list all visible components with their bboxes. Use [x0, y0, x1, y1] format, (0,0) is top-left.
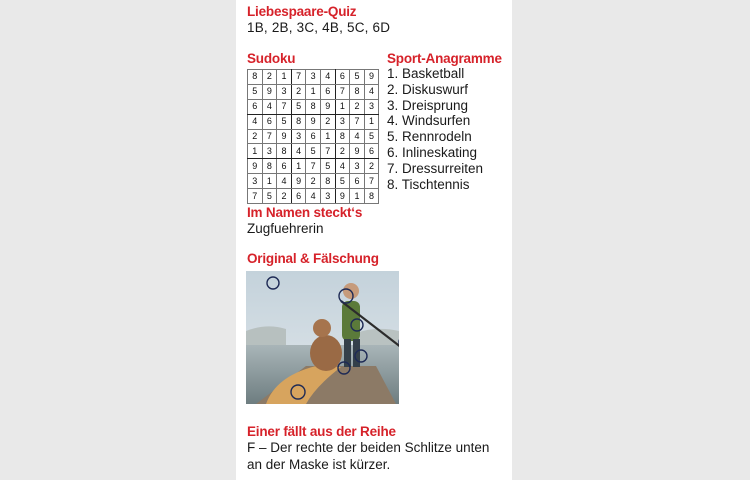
- sudoku-cell: 1: [335, 99, 350, 114]
- sudoku-cell: 3: [291, 129, 306, 144]
- sudoku-cell: 6: [306, 129, 321, 144]
- sudoku-cell: 7: [248, 189, 263, 204]
- sudoku-cell: 3: [335, 114, 350, 129]
- sudoku-row: [248, 114, 379, 129]
- list-item: 6. Inlineskating: [387, 144, 478, 160]
- sudoku-cell: 4: [262, 99, 277, 114]
- list-item: 8. Tischtennis: [387, 176, 470, 192]
- sudoku-cell: 5: [350, 70, 365, 85]
- sudoku-row: [248, 70, 379, 85]
- sudoku-cell: 4: [320, 70, 335, 85]
- sudoku-cell: 5: [320, 159, 335, 174]
- sudoku-cell: 1: [248, 144, 263, 159]
- paddleboard-photo: [246, 271, 399, 404]
- sudoku-title: Sudoku: [247, 51, 296, 66]
- sudoku-cell: 8: [306, 99, 321, 114]
- list-item: 2. Diskuswurf: [387, 81, 469, 97]
- anagram-list: [387, 66, 483, 192]
- sudoku-cell: 8: [335, 129, 350, 144]
- sudoku-cell: 2: [248, 129, 263, 144]
- sudoku-row: [248, 84, 379, 99]
- sudoku-cell: 5: [262, 189, 277, 204]
- sudoku-cell: 9: [306, 114, 321, 129]
- sudoku-cell: 5: [306, 144, 321, 159]
- list-item: 3. Dreisprung: [387, 97, 469, 113]
- sudoku-cell: 2: [306, 174, 321, 189]
- sudoku-cell: 3: [248, 174, 263, 189]
- sudoku-cell: 5: [277, 114, 292, 129]
- odd-one-answer: F – Der rechte der beiden Schlitze unten an der Maske ist kürzer.: [247, 440, 490, 472]
- sudoku-cell: 8: [350, 84, 365, 99]
- sudoku-cell: 1: [320, 129, 335, 144]
- sudoku-cell: 9: [262, 84, 277, 99]
- list-item: 1. Basketball: [387, 66, 465, 81]
- list-item: 4. Windsurfen: [387, 113, 471, 129]
- sudoku-cell: 8: [262, 159, 277, 174]
- sudoku-cell: 1: [350, 189, 365, 204]
- sudoku-cell: 1: [306, 84, 321, 99]
- sudoku-cell: 2: [277, 189, 292, 204]
- sudoku-cell: 1: [364, 114, 379, 129]
- sudoku-cell: 5: [291, 99, 306, 114]
- sudoku-cell: 6: [277, 159, 292, 174]
- names-answer: Zugfuehrerin: [247, 221, 324, 236]
- sudoku-cell: 8: [277, 144, 292, 159]
- sudoku-cell: 3: [306, 70, 321, 85]
- sudoku-cell: 7: [350, 114, 365, 129]
- sudoku-cell: 9: [277, 129, 292, 144]
- sudoku-cell: 8: [291, 114, 306, 129]
- sudoku-row: [248, 144, 379, 159]
- sudoku-cell: 4: [350, 129, 365, 144]
- sudoku-cell: 2: [320, 114, 335, 129]
- sudoku-cell: 3: [364, 99, 379, 114]
- sudoku-cell: 9: [320, 99, 335, 114]
- sudoku-grid: [247, 69, 379, 204]
- photo-illustration: [246, 271, 399, 404]
- sudoku-cell: 4: [277, 174, 292, 189]
- sudoku-cell: 7: [364, 174, 379, 189]
- sudoku-cell: 4: [248, 114, 263, 129]
- sudoku-cell: 4: [364, 84, 379, 99]
- list-item: 5. Rennrodeln: [387, 129, 472, 145]
- list-item: 7. Dressurreiten: [387, 160, 484, 176]
- sudoku-cell: 7: [306, 159, 321, 174]
- sudoku-cell: 3: [262, 144, 277, 159]
- sudoku-cell: 2: [350, 99, 365, 114]
- sudoku-row: [248, 174, 379, 189]
- sudoku-cell: 3: [277, 84, 292, 99]
- sudoku-cell: 3: [350, 159, 365, 174]
- sudoku-cell: 1: [291, 159, 306, 174]
- sudoku-cell: 1: [277, 70, 292, 85]
- sudoku-cell: 1: [262, 174, 277, 189]
- quiz-title: Liebespaare-Quiz: [247, 4, 357, 19]
- odd-one-title: Einer fällt aus der Reihe: [247, 424, 396, 439]
- original-title: Original & Fälschung: [247, 251, 379, 266]
- anagrams-title: Sport-Anagramme: [387, 51, 502, 66]
- sudoku-cell: 6: [291, 189, 306, 204]
- sudoku-cell: 6: [364, 144, 379, 159]
- sudoku-row: [248, 189, 379, 204]
- sudoku-cell: 7: [291, 70, 306, 85]
- sudoku-cell: 6: [320, 84, 335, 99]
- sudoku-cell: 4: [335, 159, 350, 174]
- sudoku-cell: 7: [262, 129, 277, 144]
- sudoku-cell: 9: [364, 70, 379, 85]
- sudoku-row: [248, 99, 379, 114]
- sudoku-row: [248, 129, 379, 144]
- sudoku-cell: 4: [291, 144, 306, 159]
- sudoku-cell: 2: [291, 84, 306, 99]
- solutions-panel: [236, 0, 512, 480]
- sudoku-cell: 6: [248, 99, 263, 114]
- sudoku-cell: 2: [262, 70, 277, 85]
- sudoku-cell: 2: [335, 144, 350, 159]
- sudoku-cell: 4: [306, 189, 321, 204]
- names-title: Im Namen steckt‘s: [247, 205, 363, 220]
- sudoku-cell: 8: [248, 70, 263, 85]
- sudoku-cell: 6: [335, 70, 350, 85]
- sudoku-cell: 7: [320, 144, 335, 159]
- sudoku-cell: 6: [350, 174, 365, 189]
- sudoku-cell: 8: [320, 174, 335, 189]
- quiz-answers: 1B, 2B, 3C, 4B, 5C, 6D: [247, 20, 391, 35]
- sudoku-cell: 3: [320, 189, 335, 204]
- sudoku-row: [248, 159, 379, 174]
- sudoku-cell: 6: [262, 114, 277, 129]
- sudoku-cell: 5: [335, 174, 350, 189]
- sudoku-cell: 7: [335, 84, 350, 99]
- sudoku-cell: 9: [335, 189, 350, 204]
- sudoku-cell: 5: [364, 129, 379, 144]
- sudoku-cell: 2: [364, 159, 379, 174]
- sudoku-cell: 7: [277, 99, 292, 114]
- sudoku-cell: 9: [291, 174, 306, 189]
- sudoku-cell: 5: [248, 84, 263, 99]
- sudoku-cell: 9: [350, 144, 365, 159]
- sudoku-cell: 8: [364, 189, 379, 204]
- sudoku-cell: 9: [248, 159, 263, 174]
